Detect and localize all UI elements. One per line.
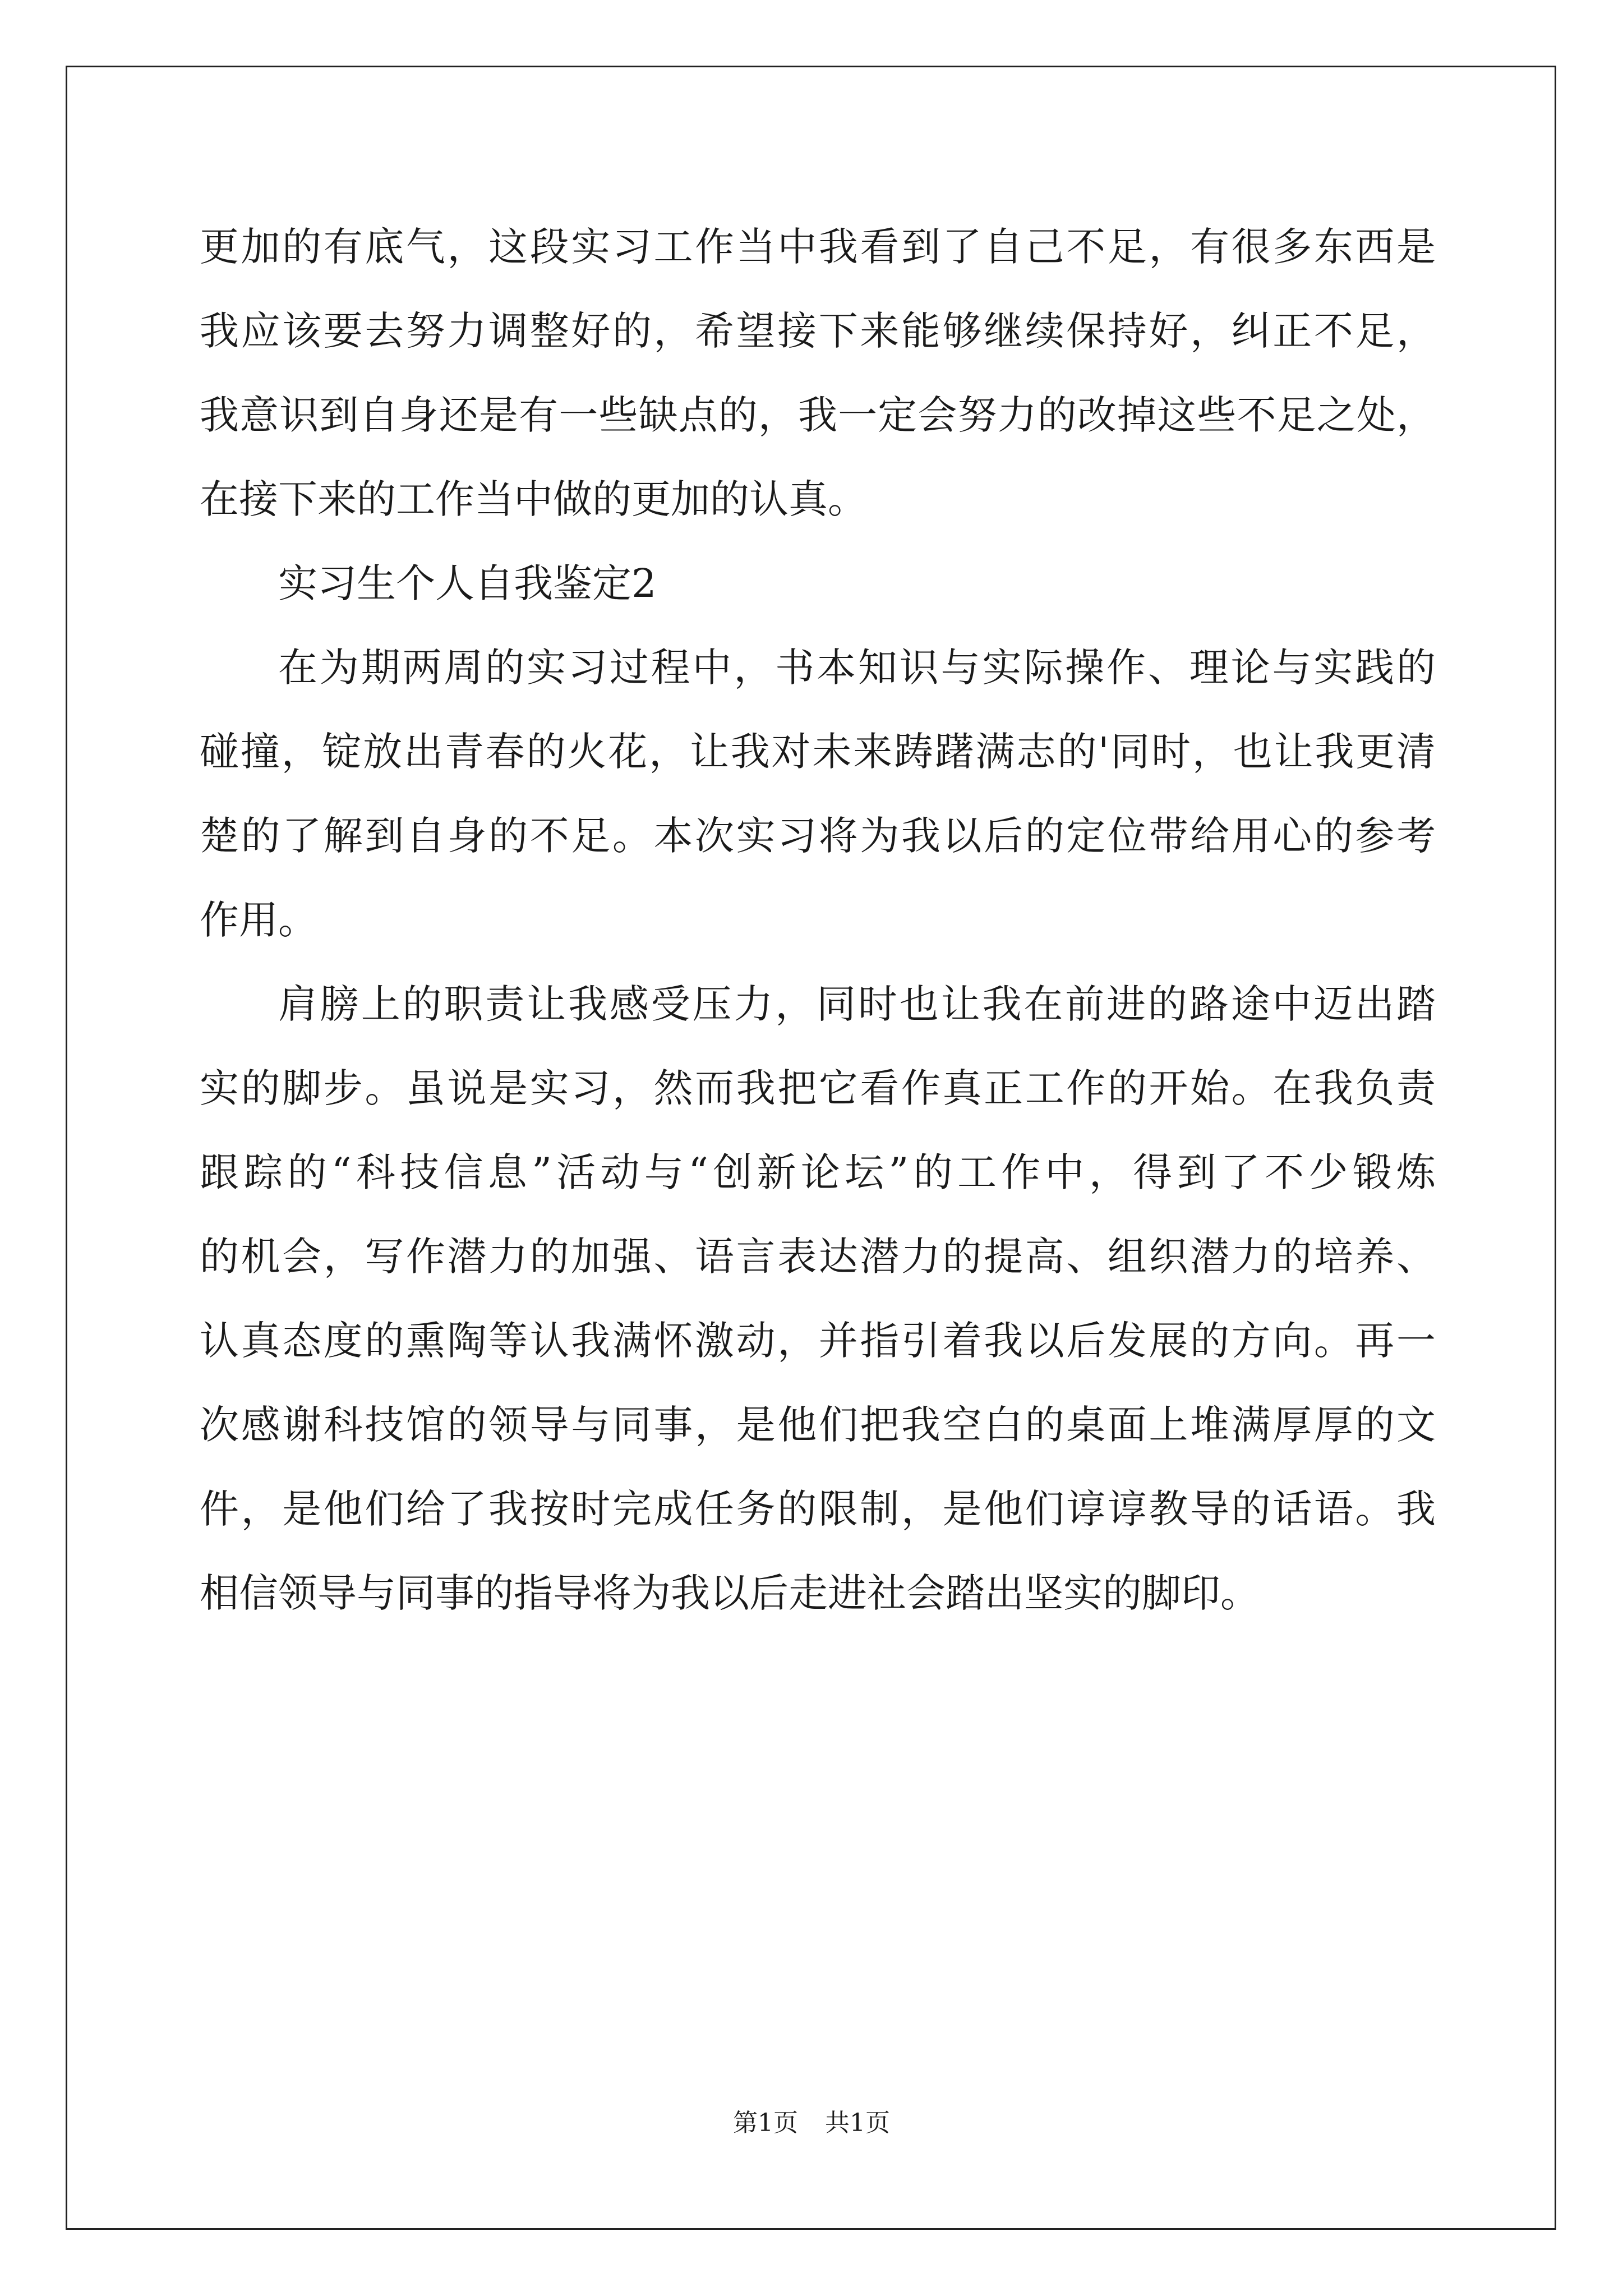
paragraph-3-line-3: 跟踪的“科技信息”活动与“创新论坛”的工作中，得到了不少锻炼 <box>200 1149 1436 1195</box>
paragraph-3-line-4: 的机会，写作潜力的加强、语言表达潜力的提高、组织潜力的培养、 <box>200 1234 1436 1280</box>
paragraph-3-line-1: 肩膀上的职责让我感受压力，同时也让我在前进的路途中迈出踏 <box>278 981 1436 1027</box>
paragraph-3-line-2: 实的脚步。虽说是实习，然而我把它看作真正工作的开始。在我负责 <box>200 1065 1436 1111</box>
paragraph-2-line-4: 作用。 <box>200 897 317 943</box>
paragraph-2-line-2: 碰撞，锭放出青春的火花，让我对未来踌躇满志的'同时，也让我更清 <box>200 729 1436 775</box>
paragraph-3-line-5: 认真态度的熏陶等认我满怀激动，并指引着我以后发展的方向。再一 <box>200 1318 1436 1364</box>
paragraph-1-line-4: 在接下来的工作当中做的更加的认真。 <box>200 476 867 522</box>
paragraph-1-line-1: 更加的有底气，这段实习工作当中我看到了自己不足，有很多东西是 <box>200 224 1436 270</box>
paragraph-2-line-3: 楚的了解到自身的不足。本次实习将为我以后的定位带给用心的参考 <box>200 813 1436 859</box>
page-number-total: 共1页 <box>825 2109 890 2137</box>
page-number-current: 第1页 <box>733 2109 798 2137</box>
paragraph-3-line-7: 件，是他们给了我按时完成任务的限制，是他们谆谆教导的话语。我 <box>200 1486 1436 1532</box>
paragraph-1-line-2: 我应该要去努力调整好的，希望接下来能够继续保持好，纠正不足， <box>200 308 1436 354</box>
section-heading: 实习生个人自我鉴定2 <box>278 560 657 606</box>
paragraph-2-line-1: 在为期两周的实习过程中，书本知识与实际操作、理论与实践的 <box>278 645 1436 691</box>
paragraph-3-line-6: 次感谢科技馆的领导与同事，是他们把我空白的桌面上堆满厚厚的文 <box>200 1402 1436 1448</box>
paragraph-3-line-8: 相信领导与同事的指导将为我以后走进社会踏出坚实的脚印。 <box>200 1570 1260 1616</box>
page-footer <box>0 2106 1623 2140</box>
paragraph-1-line-3: 我意识到自身还是有一些缺点的，我一定会努力的改掉这些不足之处， <box>200 392 1436 438</box>
